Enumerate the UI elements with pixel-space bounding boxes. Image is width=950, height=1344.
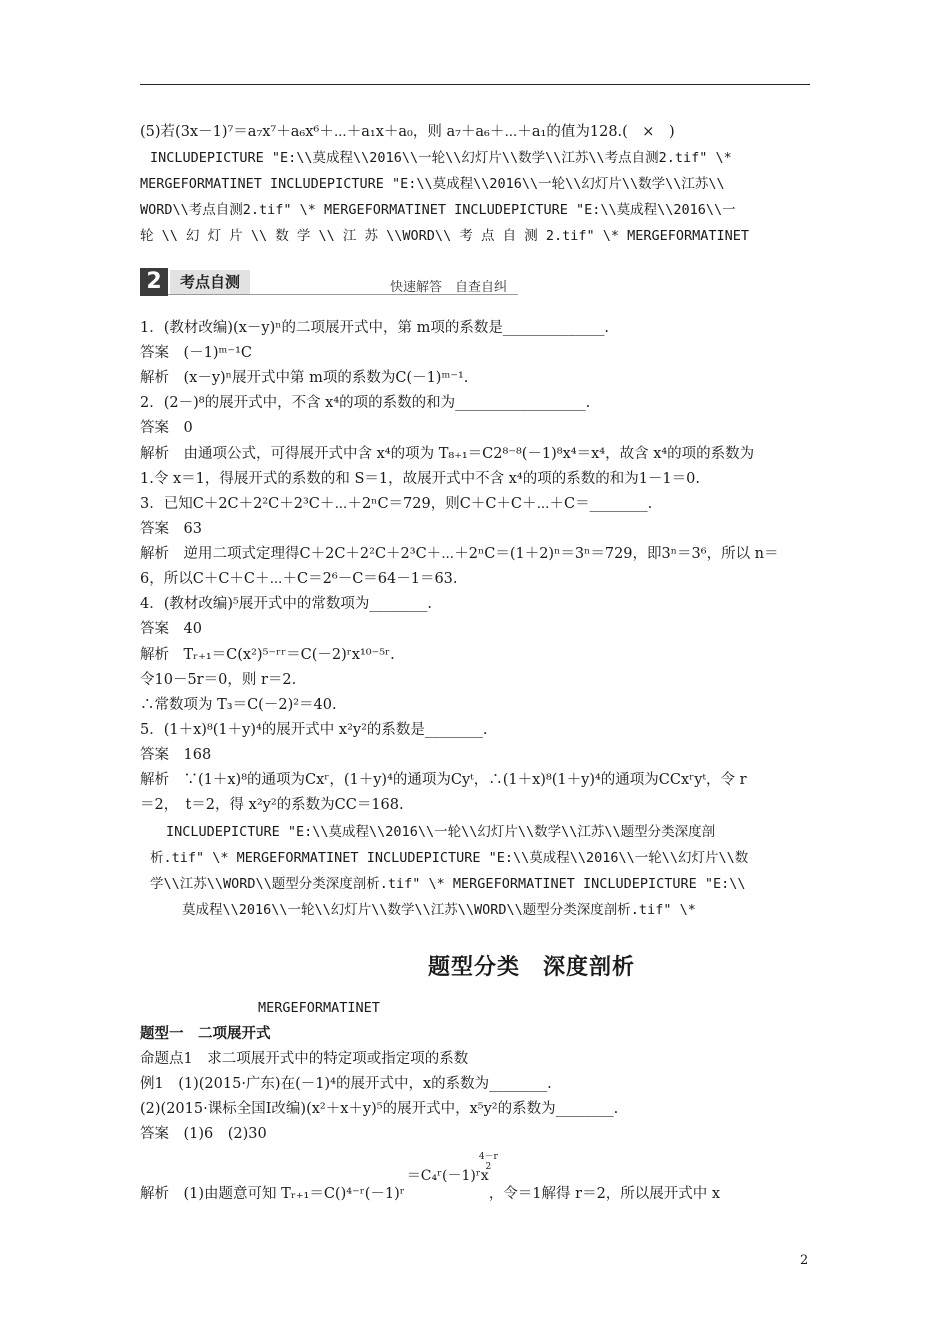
question-line: 5．(1＋x)⁸(1＋y)⁴的展开式中 x²y²的系数是________. bbox=[140, 722, 488, 738]
answer-line: 答案 (－1)ᵐ⁻¹C bbox=[140, 345, 252, 361]
topic-heading: 题型一 二项展开式 bbox=[140, 1026, 271, 1042]
section-subtitle: 快速解答 自查自纠 bbox=[390, 280, 508, 295]
answer-line: 答案 0 bbox=[140, 420, 193, 436]
field-code-line: MERGEFORMATINET bbox=[258, 1000, 380, 1016]
field-code-line: 学\\江苏\\WORD\\题型分类深度剖析.tif" \* MERGEFORMATINET INCLUDEPICTURE "E:\\ bbox=[150, 876, 746, 892]
analysis-line: 6，所以C＋C＋C＋⋯＋C＝2⁶－C＝64－1＝63. bbox=[140, 571, 458, 587]
analysis-line: 解析 逆用二项式定理得C＋2C＋2²C＋2³C＋⋯＋2ⁿC＝(1＋2)ⁿ＝3ⁿ＝729，即3ⁿ＝3⁶，所以 n＝ bbox=[140, 546, 779, 562]
answer-line: 答案 63 bbox=[140, 521, 202, 537]
field-code-line: INCLUDEPICTURE "E:\\莫成程\\2016\\一轮\\幻灯片\\数学\\江苏\\题型分类深度剖 bbox=[166, 824, 716, 840]
analysis-line: ∴常数项为 T₃＝C(－2)²＝40. bbox=[140, 697, 337, 713]
analysis-line: ＝2， t＝2，得 x²y²的系数为CC＝168. bbox=[140, 797, 404, 813]
part-heading: 题型分类 深度剖析 bbox=[428, 955, 636, 980]
question-line: 1．(教材改编)(x－y)ⁿ的二项展开式中，第 m项的系数是______________. bbox=[140, 320, 609, 336]
section-number: 2 bbox=[140, 268, 168, 296]
field-code-line: 莫成程\\2016\\一轮\\幻灯片\\数学\\江苏\\WORD\\题型分类深度剖析.tif" \* bbox=[182, 902, 696, 918]
analysis-line bbox=[140, 1152, 812, 1204]
analysis-line: 解析 由通项公式，可得展开式中含 x⁴的项为 T₈₊₁＝C2⁸⁻⁸(－1)⁸x⁴＝x⁴，故含 x⁴的项的系数为 bbox=[140, 446, 755, 462]
section-header bbox=[140, 268, 520, 296]
answer-line: 答案 168 bbox=[140, 747, 212, 763]
field-code-line: INCLUDEPICTURE "E:\\莫成程\\2016\\一轮\\幻灯片\\数学\\江苏\\考点自测2.tif" \* bbox=[150, 150, 732, 166]
analysis-line: 解析 ∵(1＋x)⁸的通项为Cxʳ，(1＋y)⁴的通项为Cyᵗ，∴(1＋x)⁸(1＋y)⁴的通项为CCxʳyᵗ，令 r bbox=[140, 772, 747, 788]
formula-exponent bbox=[479, 1152, 498, 1172]
example-line: 例1 (1)(2015·广东)在(－1)⁴的展开式中，x的系数为________. bbox=[140, 1076, 552, 1092]
analysis-line: 1.令 x＝1，得展开式的系数的和 S＝1，故展开式中不含 x⁴的项的系数的和为1－1＝0. bbox=[140, 471, 700, 487]
text-line: (5)若(3x－1)⁷＝a₇x⁷＋a₆x⁶＋⋯＋a₁x＋a₀，则 a₇＋a₆＋⋯＋a₁的值为128.( × ) bbox=[140, 124, 675, 140]
analysis-line: 解析 (x－y)ⁿ展开式中第 m项的系数为C(－1)ᵐ⁻¹. bbox=[140, 370, 469, 386]
formula-inline bbox=[405, 1152, 498, 1198]
question-line: 2．(2－)⁸的展开式中，不含 x⁴的项的系数的和为__________________. bbox=[140, 395, 591, 411]
formula-main: ＝C₄ʳ(－1)ʳx bbox=[406, 1168, 489, 1184]
analysis-line: 解析 Tᵣ₊₁＝C(x²)⁵⁻ʳʳ＝C(－2)ʳx¹⁰⁻⁵ʳ. bbox=[140, 647, 395, 663]
analysis-line: 令10－5r＝0，则 r＝2. bbox=[140, 672, 297, 688]
exponent-denominator: 2 bbox=[485, 1162, 492, 1172]
header-rule bbox=[140, 84, 810, 85]
field-code-line: 析.tif" \* MERGEFORMATINET INCLUDEPICTURE "E:\\莫成程\\2016\\一轮\\幻灯片\\数 bbox=[150, 850, 749, 866]
field-code-line: WORD\\考点自测2.tif" \* MERGEFORMATINET INCLUDEPICTURE "E:\\莫成程\\2016\\一 bbox=[140, 202, 736, 218]
exponent-numerator: 4－r bbox=[478, 1152, 498, 1162]
answer-line: 答案 40 bbox=[140, 621, 202, 637]
analysis-text: ，令＝1解得 r＝2，所以展开式中 x bbox=[488, 1186, 721, 1202]
analysis-text: 解析 (1)由题意可知 Tᵣ₊₁＝C()⁴⁻ʳ(－1)ʳ bbox=[140, 1186, 405, 1202]
page-number: 2 bbox=[800, 1253, 809, 1268]
answer-line: 答案 (1)6 (2)30 bbox=[140, 1126, 267, 1142]
subtopic-line: 命题点1 求二项展开式中的特定项或指定项的系数 bbox=[140, 1051, 469, 1067]
field-code-line: MERGEFORMATINET INCLUDEPICTURE "E:\\莫成程\\2016\\一轮\\幻灯片\\数学\\江苏\\ bbox=[140, 176, 725, 192]
question-line: 3．已知C＋2C＋2²C＋2³C＋⋯＋2ⁿC＝729，则C＋C＋C＋⋯＋C＝________. bbox=[140, 496, 653, 512]
section-title: 考点自测 bbox=[170, 270, 250, 294]
example-line: (2)(2015·课标全国Ⅰ改编)(x²＋x＋y)⁵的展开式中，x⁵y²的系数为________. bbox=[140, 1101, 619, 1117]
question-line: 4．(教材改编)⁵展开式中的常数项为________. bbox=[140, 596, 432, 612]
field-code-line: 轮 \\ 幻 灯 片 \\ 数 学 \\ 江 苏 \\WORD\\ 考 点 自 测 2.tif" \* MERGEFORMATINET bbox=[140, 228, 750, 244]
